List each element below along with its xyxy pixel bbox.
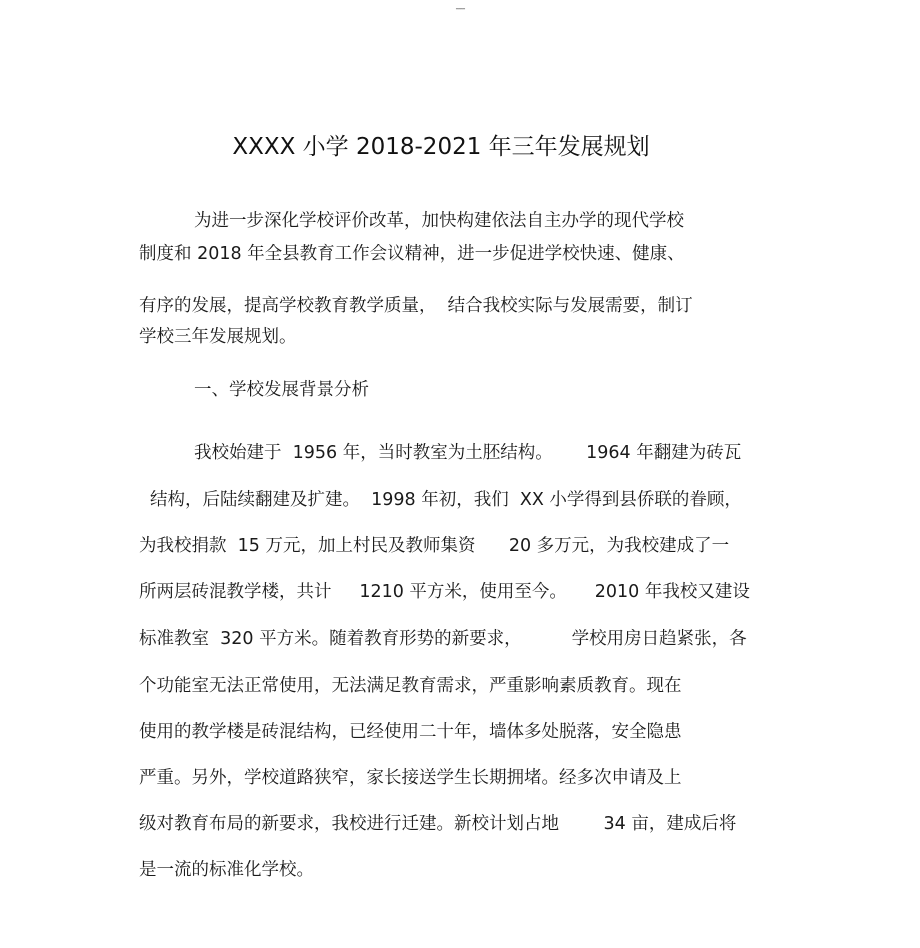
paragraph-line: 学校三年发展规划。	[139, 327, 297, 347]
paragraph-line: 个功能室无法正常使用，无法满足教育需求，严重影响素质教育。现在	[139, 676, 682, 696]
paragraph-line: 有序的发展，提高学校教育教学质量， 结合我校实际与发展需要，制订	[139, 296, 693, 316]
paragraph-line: 我校始建于 1956 年，当时教室为土胚结构。 1964 年翻建为砖瓦	[194, 443, 742, 463]
paragraph-line: 制度和 2018 年全县教育工作会议精神，进一步促进学校快速、健康、	[139, 244, 685, 264]
paragraph-line: 所两层砖混教学楼，共计 1210 平方米，使用至今。 2010 年我校又建设	[139, 582, 750, 602]
paragraph-line: 标准教室 320 平方米。随着教育形势的新要求， 学校用房日趋紧张，各	[139, 629, 747, 649]
document-title: XXXX 小学 2018-2021 年三年发展规划	[232, 134, 650, 160]
header-mark: ----	[455, 4, 465, 14]
paragraph-line: 为我校捐款 15 万元，加上村民及教师集资 20 多万元，为我校建成了一	[139, 536, 730, 556]
paragraph-line: 严重。另外，学校道路狭窄，家长接送学生长期拥堵。经多次申请及上	[139, 768, 682, 788]
paragraph-line: 为进一步深化学校评价改革，加快构建依法自主办学的现代学校	[194, 211, 684, 231]
paragraph-line: 是一流的标准化学校。	[139, 860, 314, 880]
paragraph-line: 使用的教学楼是砖混结构，已经使用二十年，墙体多处脱落，安全隐患	[139, 722, 682, 742]
section-heading: 一、学校发展背景分析	[194, 380, 369, 400]
paragraph-line: 级对教育布局的新要求，我校进行迁建。新校计划占地 34 亩，建成后将	[139, 814, 737, 834]
paragraph-line: 结构，后陆续翻建及扩建。 1998 年初，我们 XX 小学得到县侨联的眷顾，	[150, 490, 742, 510]
